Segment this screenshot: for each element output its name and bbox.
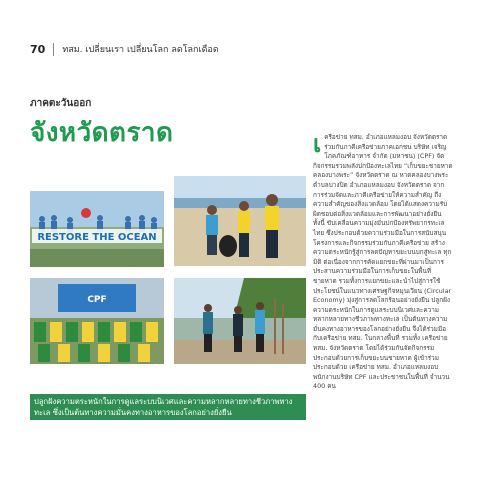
mangrove-planting-photo: [174, 278, 306, 364]
article-text: ครือข่าย ทสม. อำเภอแหลมงอบ จังหวัดตราด ร่วมกับภาคีเครือข่ายภาคเอกชน บริษัท เจริญโภคภัณฑ์อาหาร จำกัด (มหาชน) (CPF) จัดกิจกรรมรวมพลังปกป้องทะเลไทย “เก็บขยะชายหาดคลองบางพระ” จังหวัดตราด ณ หาดคลองบางพระ ตำบลบางปิด อำเภอแหลมงอบ จังหวัดตราด จากการร่วมจัดและภาคีเครือข่ายให้ความสำคัญ ถึงความสำคัญของสิ่งแวดล้อม โดยได้แสดงความรับผิดชอบต่อสิ่งแวดล้อมและการพัฒนาอย่างยั่งยืน ทั้งนี้ ขับเคลื่อนความมุ่งมั่นปกป้องทรัพยากรทะเลไทย ซึ่งประกอบด้วยความร่วมมือในการสนับสนุนโครงการและกิจกรรมร่วมกับภาคีเครือข่าย สร้างความตระหนักรู้สู่การลดปัญหาขยะบนบกสู่ทะเล ทุกมิติ ต่อเนื่องจากการคัดแยกขยะที่ผ่านมาเป็นการประสานความร่วมมือในการเก็บขยะในพื้นที่ชายหาด รวมทั้งการแยกขยะและนำไปสู่การใช้ประโยชน์ในแนวทางเศรษฐกิจหมุนเวียน (Circular Economy) มุ่งสู่การลดโลกร้อนอย่างยั่งยืน ปลูกฝังความตระหนักในการดูแลระบบนิเวศและความหลากหลายทางชีวภาพทางทะเล เป็นต้นทางความมั่นคงทางอาหารของโลกอย่างยั่งยืน จึงได้ร่วมมือกับเครือข่าย ทสม. ในกลางพื้นที่ รวมทั้ง เครือข่าย ทสม. จังหวัดตราด โดยได้ร่วมกันจัดกิจกรรมประกอบด้วยการเก็บขยะบนชายหาด ผู้เข้าร่วมประกอบด้วย เครือข่าย ทสม. อำเภอแหลมงอบ พนักงานบริษัท CPF และประชาชนในพื้นที่ จำนวน 400 คน: [313, 133, 453, 391]
event-banner-group-photo: [30, 278, 164, 364]
photo-caption: ปลูกฝังความตระหนักในการดูแลระบบนิเวศและความหลากหลายทางชีวภาพทางทะเล ซึ่งเป็นต้นทางความมั่นคงทางอาหารของโลกอย่างยั่งยืน: [30, 394, 306, 420]
article-body: [313, 130, 453, 392]
banner-text: CPF: [87, 295, 107, 305]
region-label: ภาคตะวันออก: [30, 98, 92, 109]
publication-title: ทสม. เปลี่ยนเรา เปลี่ยนโลก ลดโลกเดือด: [62, 45, 219, 55]
header-divider: [53, 43, 54, 56]
banner-text: RESTORE THE OCEAN: [37, 232, 157, 243]
group-photo-restore-the-ocean: [30, 191, 164, 267]
province-title: จังหวัดตราด: [30, 118, 174, 148]
drop-cap: เ: [313, 130, 322, 158]
page-header: [30, 40, 219, 58]
beach-cleanup-photo: [174, 176, 306, 266]
page-number: 70: [30, 42, 46, 56]
